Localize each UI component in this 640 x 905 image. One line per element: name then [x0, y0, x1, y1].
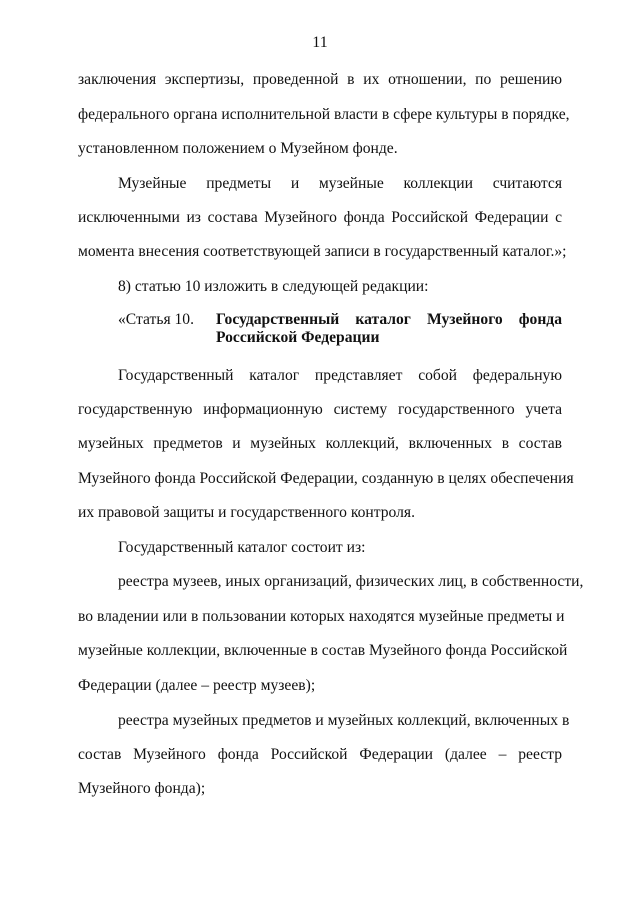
- text-line: момента внесения соответствующей записи в государственный каталог.»;: [78, 243, 567, 260]
- text-line: государственную информационную систему государственного учета: [78, 401, 562, 418]
- text-line: Государственный каталог состоит из:: [118, 539, 366, 556]
- page-number: 11: [312, 34, 328, 51]
- article-title: [216, 311, 562, 347]
- text-line: реестра музеев, иных организаций, физических лиц, в собственности,: [118, 573, 584, 590]
- text-line: Музейного фонда Российской Федерации, созданную в целях обеспечения: [78, 470, 574, 487]
- text-line: федерального органа исполнительной власти в сфере культуры в порядке,: [78, 106, 570, 123]
- text-line: их правовой защиты и государственного контроля.: [78, 504, 415, 521]
- article-label: «Статья 10.: [118, 311, 195, 328]
- text-line: Музейного фонда);: [78, 780, 206, 797]
- text-line: заключения экспертизы, проведенной в их отношении, по решению: [78, 71, 562, 88]
- text-line: музейных предметов и музейных коллекций, включенных в состав: [78, 435, 562, 452]
- text-line: Музейные предметы и музейные коллекции считаются: [118, 175, 562, 192]
- text-line: во владении или в пользовании которых находятся музейные предметы и: [78, 608, 565, 625]
- article-title-line: Российской Федерации: [216, 329, 380, 346]
- text-line: реестра музейных предметов и музейных коллекций, включенных в: [118, 712, 570, 729]
- text-line: Государственный каталог представляет собой федеральную: [118, 367, 562, 384]
- text-line: исключенными из состава Музейного фонда Российской Федерации с: [78, 209, 562, 226]
- text-line: 8) статью 10 изложить в следующей редакции:: [118, 278, 429, 295]
- text-line: Федерации (далее – реестр музеев);: [78, 677, 316, 694]
- text-line: установленном положением о Музейном фонде.: [78, 140, 398, 157]
- article-title-line: Государственный каталог Музейного фонда: [216, 311, 562, 328]
- text-line: музейные коллекции, включенные в состав Музейного фонда Российской: [78, 642, 568, 659]
- text-line: состав Музейного фонда Российской Федерации (далее – реестр: [78, 746, 562, 763]
